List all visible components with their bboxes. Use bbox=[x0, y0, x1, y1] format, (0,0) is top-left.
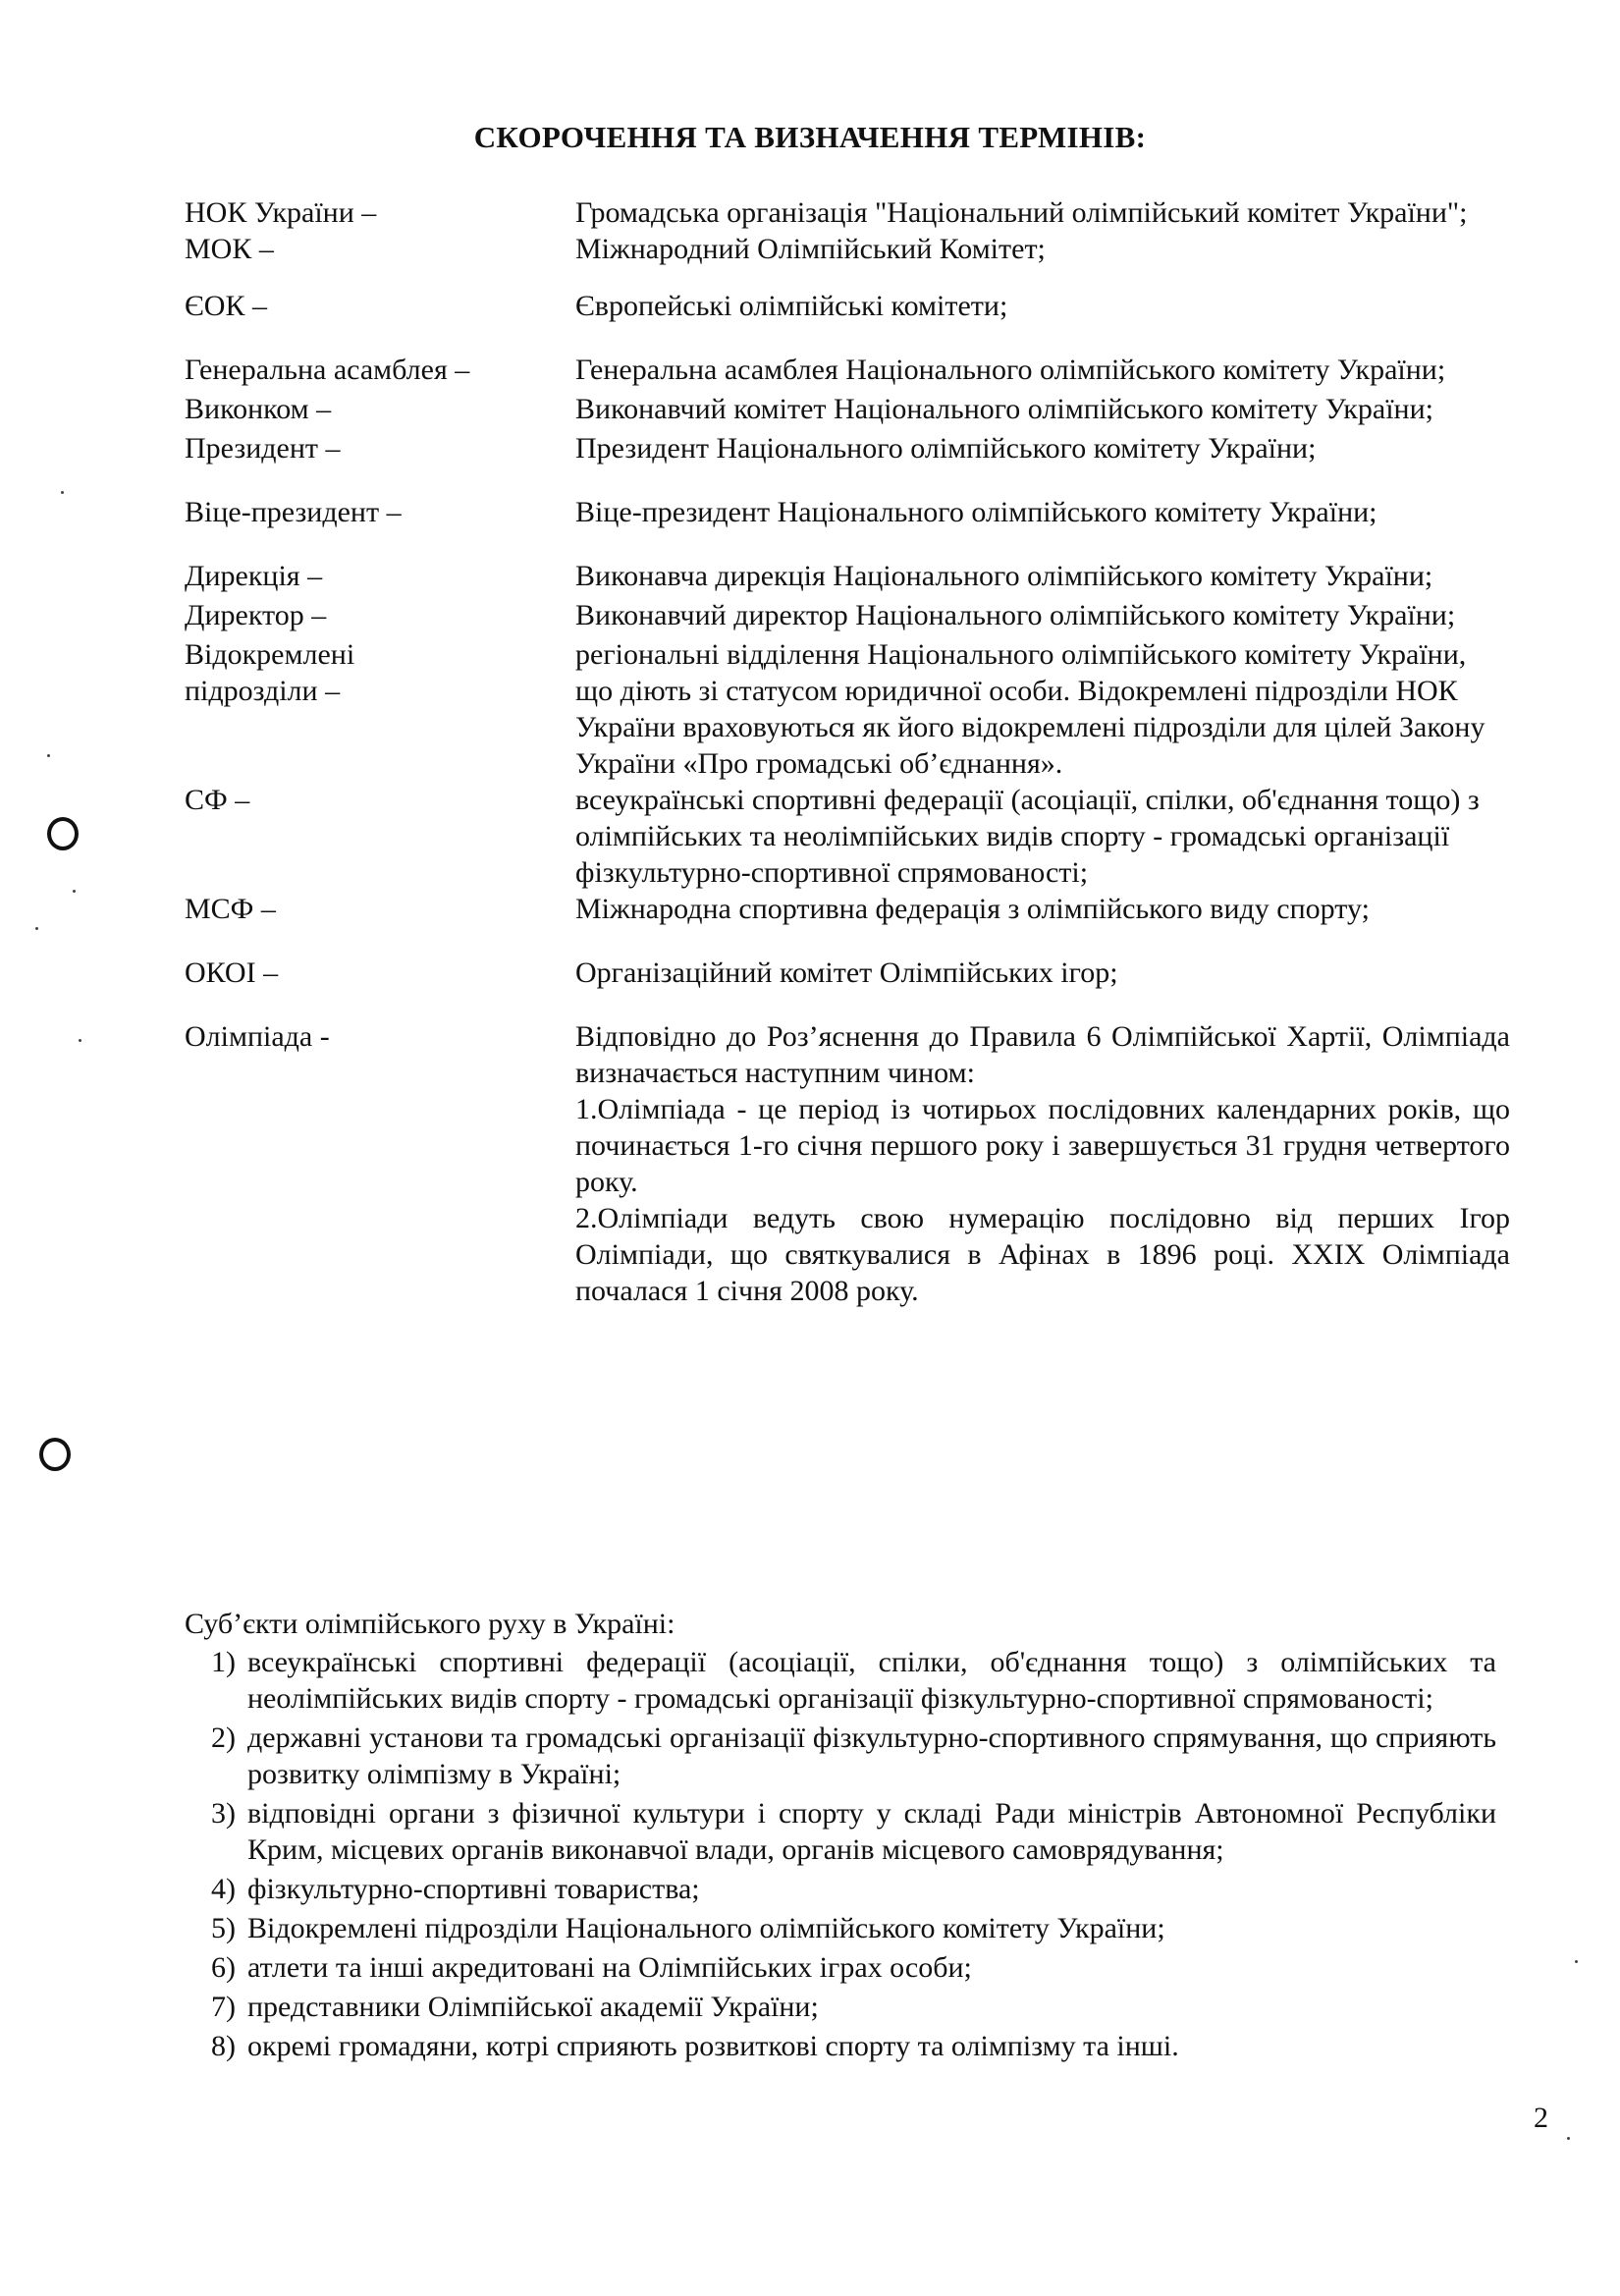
term-row bbox=[185, 636, 1520, 782]
term-row bbox=[185, 194, 1520, 231]
list-number: 4) bbox=[211, 1873, 236, 1905]
term-definition bbox=[575, 391, 1510, 427]
term-row bbox=[185, 597, 1520, 633]
definition-text: Організаційний комітет Олімпійських ігор; bbox=[575, 957, 1118, 989]
term-abbreviation: Директор – bbox=[185, 599, 327, 631]
term-definition bbox=[575, 955, 1510, 991]
term-row bbox=[185, 352, 1520, 388]
definition-text: Міжнародна спортивна федерація з олімпійського виду спорту; bbox=[575, 893, 1370, 925]
scan-speck bbox=[79, 1039, 81, 1042]
term-abbreviation: СФ – bbox=[185, 784, 250, 816]
definition-text: Виконавча дирекція Національного олімпійського комітету України; bbox=[575, 560, 1433, 592]
term-row bbox=[185, 891, 1520, 927]
list-text: представники Олімпійської академії України; bbox=[247, 1991, 819, 2023]
scan-speck bbox=[47, 754, 50, 757]
term-definition bbox=[575, 430, 1510, 466]
term-definition bbox=[575, 636, 1510, 782]
definition-text: Президент Національного олімпійського комітету України; bbox=[575, 432, 1317, 465]
definition-text: Відповідно до Роз’яснення до Правила 6 Олімпійської Хартії, Олімпіада визначається наступним чином: bbox=[575, 1020, 1510, 1089]
term-abbreviation: Відокремлені підрозділи – bbox=[185, 638, 355, 707]
definition-text: Європейські олімпійські комітети; bbox=[575, 290, 1008, 322]
list-item bbox=[185, 1871, 1496, 1907]
term-abbreviation: Дирекція – bbox=[185, 560, 323, 592]
list-text: відповідні органи з фізичної культури і спорту у складі Ради міністрів Автономної Республіки Крим, місцевих органів виконавчої влади, органів місцевого самоврядування; bbox=[247, 1797, 1496, 1866]
page-number: 2 bbox=[1534, 2102, 1548, 2134]
punch-hole-icon bbox=[47, 817, 79, 850]
term-row bbox=[185, 391, 1520, 427]
definition-text: Виконавчий комітет Національного олімпійського комітету України; bbox=[575, 393, 1433, 425]
term-abbreviation: ОКОІ – bbox=[185, 957, 279, 989]
definition-text: Громадська організація "Національний олімпійський комітет України"; bbox=[575, 196, 1468, 229]
term-abbreviation: Виконком – bbox=[185, 393, 332, 425]
term-definition bbox=[575, 597, 1510, 633]
list-item bbox=[185, 1795, 1496, 1868]
term-definition bbox=[575, 1018, 1510, 1309]
term-row bbox=[185, 558, 1520, 594]
subjects-section bbox=[185, 1606, 1496, 2067]
term-abbreviation: МОК – bbox=[185, 233, 274, 265]
term-abbreviation: НОК України – bbox=[185, 196, 377, 229]
term-definition bbox=[575, 782, 1510, 891]
list-number: 7) bbox=[211, 1991, 236, 2023]
list-text: окремі громадяни, котрі сприяють розвиткові спорту та олімпізму та інші. bbox=[247, 2030, 1179, 2062]
term-abbreviation: Генеральна асамблея – bbox=[185, 354, 470, 386]
definition-text: Міжнародний Олімпійський Комітет; bbox=[575, 233, 1046, 265]
term-definition bbox=[575, 288, 1510, 324]
list-number: 3) bbox=[211, 1797, 236, 1830]
scan-speck bbox=[35, 927, 38, 930]
definition-text: Виконавчий директор Національного олімпійського комітету України; bbox=[575, 599, 1456, 631]
scan-speck bbox=[1575, 1960, 1578, 1963]
definition-text: 2.Олімпіади ведуть свою нумерацію послідовно від перших Ігор Олімпіади, що святкувалися в Афінах в 1896 році. XXIX Олімпіада почалася 1 січня 2008 року. bbox=[575, 1202, 1510, 1307]
term-definition bbox=[575, 352, 1510, 388]
subjects-heading: Суб’єкти олімпійського руху в Україні: bbox=[185, 1608, 675, 1640]
punch-hole-icon bbox=[39, 1438, 71, 1471]
scan-speck bbox=[1567, 2137, 1570, 2140]
list-text: всеукраїнські спортивні федерації (асоціації, спілки, об'єднання тощо) з олімпійських та неолімпійських видів спорту - громадські організації фізкультурно-спортивної спрямованості; bbox=[247, 1646, 1496, 1715]
term-definition bbox=[575, 194, 1510, 231]
term-row bbox=[185, 1018, 1520, 1309]
definition-text: 1.Олімпіада - це період із чотирьох послідовних календарних років, що починається 1-го січня першого року і завершується 31 грудня четвертого року. bbox=[575, 1093, 1510, 1198]
definition-text: Віце-президент Національного олімпійського комітету України; bbox=[575, 496, 1377, 528]
list-number: 8) bbox=[211, 2030, 236, 2062]
term-row bbox=[185, 231, 1520, 267]
term-definition bbox=[575, 494, 1510, 530]
list-text: фізкультурно-спортивні товариства; bbox=[247, 1873, 700, 1905]
list-item bbox=[185, 1644, 1496, 1717]
term-row bbox=[185, 430, 1520, 466]
term-row bbox=[185, 494, 1520, 530]
list-number: 5) bbox=[211, 1912, 236, 1944]
page-title: СКОРОЧЕННЯ ТА ВИЗНАЧЕННЯ ТЕРМІНІВ: bbox=[473, 120, 1147, 154]
subjects-list bbox=[185, 1644, 1496, 2064]
term-abbreviation: Президент – bbox=[185, 432, 341, 465]
list-number: 2) bbox=[211, 1722, 236, 1754]
term-abbreviation: МСФ – bbox=[185, 893, 276, 925]
scan-speck bbox=[61, 491, 64, 494]
term-definition bbox=[575, 558, 1510, 594]
list-item bbox=[185, 1989, 1496, 2025]
term-row bbox=[185, 288, 1520, 324]
term-abbreviation: Віце-президент – bbox=[185, 496, 402, 528]
list-number: 6) bbox=[211, 1951, 236, 1984]
definition-text: Генеральна асамблея Національного олімпійського комітету України; bbox=[575, 354, 1446, 386]
term-definition bbox=[575, 891, 1510, 927]
list-item bbox=[185, 1949, 1496, 1986]
list-item bbox=[185, 2028, 1496, 2064]
list-text: Відокремлені підрозділи Національного олімпійського комітету України; bbox=[247, 1912, 1165, 1944]
terms-list bbox=[185, 194, 1520, 1309]
term-row bbox=[185, 955, 1520, 991]
list-item bbox=[185, 1720, 1496, 1792]
term-definition bbox=[575, 231, 1510, 267]
list-text: державні установи та громадські організації фізкультурно-спортивного спрямування, що сприяють розвитку олімпізму в Україні; bbox=[247, 1722, 1496, 1790]
list-item bbox=[185, 1910, 1496, 1946]
term-abbreviation: Олімпіада - bbox=[185, 1020, 330, 1053]
list-number: 1) bbox=[211, 1646, 236, 1678]
definition-text: всеукраїнські спортивні федерації (асоціації, спілки, об'єднання тощо) з олімпійських та неолімпійських видів спорту - громадські організації фізкультурно-спортивної спрямованості; bbox=[575, 784, 1480, 889]
term-abbreviation: ЄОК – bbox=[185, 290, 267, 322]
term-row bbox=[185, 782, 1520, 891]
list-text: атлети та інші акредитовані на Олімпійських іграх особи; bbox=[247, 1951, 972, 1984]
scan-speck bbox=[73, 890, 76, 893]
definition-text: регіональні відділення Національного олімпійського комітету України, що діють зі статусом юридичної особи. Відокремлені підрозділи НОК України враховуються як його відокремлені підрозділи для цілей Закону України «Про громадські об’єднання». bbox=[575, 638, 1485, 780]
